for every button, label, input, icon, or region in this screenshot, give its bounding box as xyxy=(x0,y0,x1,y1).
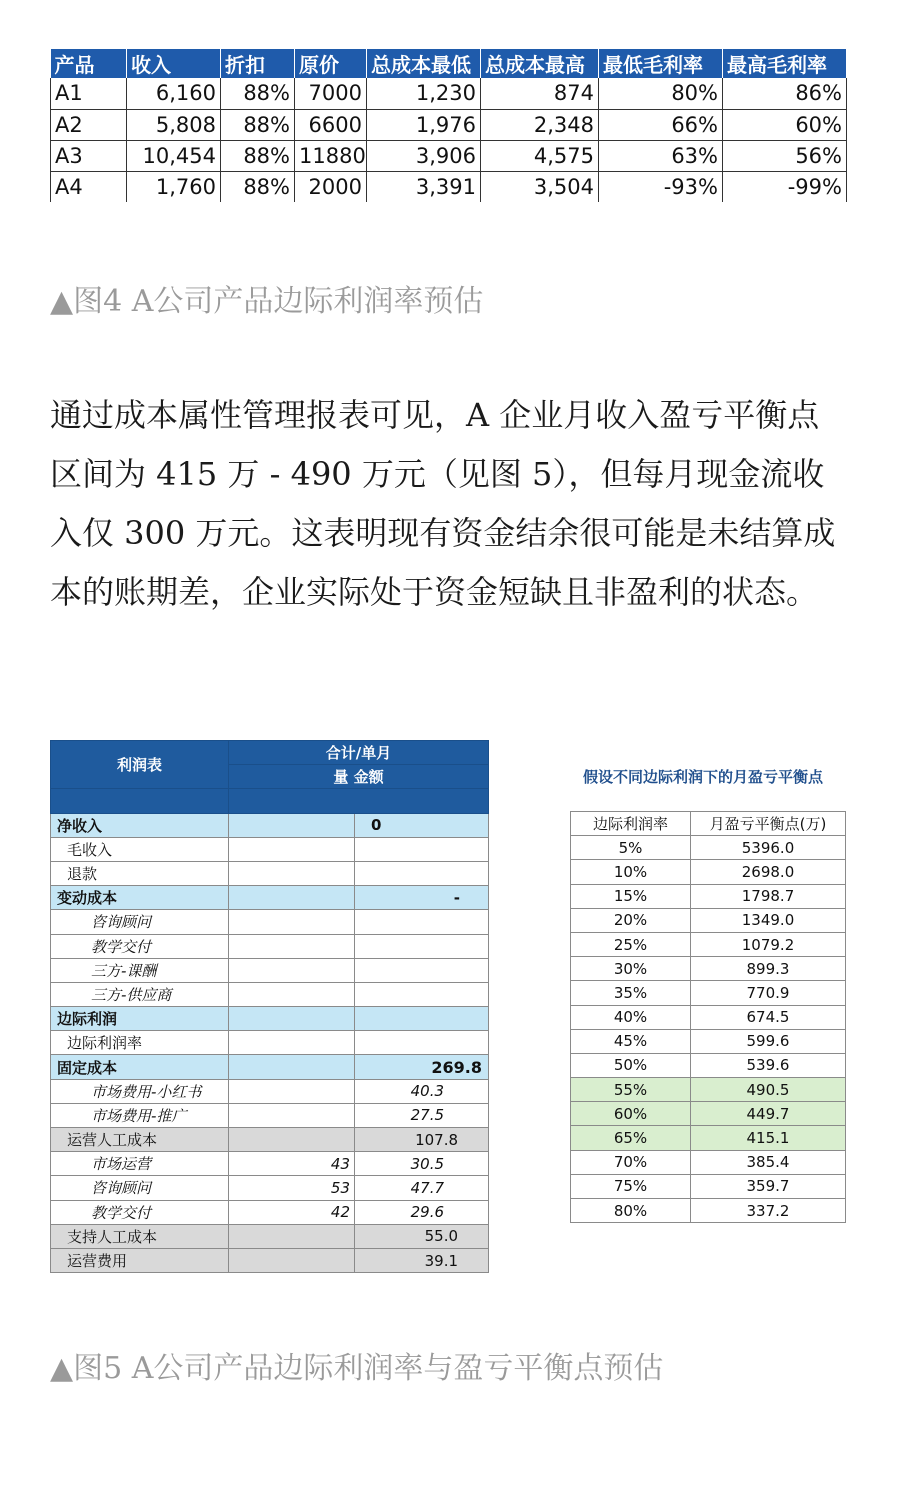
row-label: 退款 xyxy=(51,861,229,885)
table-row xyxy=(571,860,846,884)
amount-cell: 55.0 xyxy=(355,1224,489,1248)
table-cell: 50% xyxy=(571,1053,691,1077)
table-cell: 674.5 xyxy=(691,1005,846,1029)
figure4-margin-table xyxy=(50,49,847,202)
table-cell: 7000 xyxy=(295,78,367,109)
table-cell: 4,575 xyxy=(481,140,599,171)
table-row xyxy=(571,981,846,1005)
table-row xyxy=(51,1248,489,1272)
row-label: 市场费用-推广 xyxy=(51,1103,229,1127)
table-cell: -93% xyxy=(599,171,723,202)
column-header: 原价 xyxy=(295,49,367,78)
qty-cell xyxy=(229,1224,355,1248)
table-row xyxy=(51,958,489,982)
header-blank-cell xyxy=(229,789,489,813)
amount-cell xyxy=(355,861,489,885)
table-row xyxy=(571,1174,846,1198)
table-row xyxy=(51,1224,489,1248)
table-cell: 88% xyxy=(221,140,295,171)
table-cell: 25% xyxy=(571,932,691,956)
amount-cell xyxy=(355,982,489,1006)
row-label: 市场运营 xyxy=(51,1152,229,1176)
table-row xyxy=(571,836,846,860)
table-cell: 65% xyxy=(571,1126,691,1150)
table-header-row xyxy=(571,812,846,836)
table-cell: 66% xyxy=(599,109,723,140)
table-cell: 1079.2 xyxy=(691,932,846,956)
table-row xyxy=(51,813,489,837)
table-cell: 56% xyxy=(723,140,847,171)
table-row xyxy=(51,109,847,140)
table-row xyxy=(51,171,847,202)
column-header: 月盈亏平衡点(万) xyxy=(691,812,846,836)
table-cell: 415.1 xyxy=(691,1126,846,1150)
table-cell: 86% xyxy=(723,78,847,109)
table-cell: 55% xyxy=(571,1078,691,1102)
table-cell: 35% xyxy=(571,981,691,1005)
table-row-highlighted xyxy=(571,1102,846,1126)
column-header: 收入 xyxy=(127,49,221,78)
table-cell: A4 xyxy=(51,171,127,202)
table-cell: 60% xyxy=(571,1102,691,1126)
qty-cell: 43 xyxy=(229,1152,355,1176)
table-cell: 70% xyxy=(571,1150,691,1174)
table-row xyxy=(51,1176,489,1200)
table-row xyxy=(571,1053,846,1077)
table-row xyxy=(571,1005,846,1029)
amount-cell: 0 xyxy=(355,813,489,837)
table-cell: A3 xyxy=(51,140,127,171)
table-row xyxy=(51,1055,489,1079)
table-row xyxy=(51,982,489,1006)
table-cell: 385.4 xyxy=(691,1150,846,1174)
body-paragraph: 通过成本属性管理报表可见，A 企业月收入盈亏平衡点区间为 415 万 - 490 万元（见图 5），但每月现金流收入仅 300 万元。这表明现有资金结余很可能是未结算成本的账期差，企业实际处于资金短缺且非盈利的状态。 xyxy=(50,396,836,611)
table-row xyxy=(571,908,846,932)
table-cell: 63% xyxy=(599,140,723,171)
row-label: 变动成本 xyxy=(51,886,229,910)
amount-cell: 107.8 xyxy=(355,1128,489,1152)
table-cell: 1,976 xyxy=(367,109,481,140)
table-row xyxy=(51,1200,489,1224)
row-label: 咨询顾问 xyxy=(51,910,229,934)
table-cell: 874 xyxy=(481,78,599,109)
amount-cell xyxy=(355,910,489,934)
column-header: 最高毛利率 xyxy=(723,49,847,78)
amount-cell: 39.1 xyxy=(355,1248,489,1272)
table-cell: -99% xyxy=(723,171,847,202)
table-cell: A2 xyxy=(51,109,127,140)
row-label: 毛收入 xyxy=(51,837,229,861)
table-cell: 5,808 xyxy=(127,109,221,140)
table-row xyxy=(51,1128,489,1152)
table-row-highlighted xyxy=(571,1126,846,1150)
table-cell: 1349.0 xyxy=(691,908,846,932)
row-label: 三方-课酬 xyxy=(51,958,229,982)
table-row xyxy=(571,932,846,956)
column-header: 量 金额 xyxy=(229,765,489,789)
row-label: 三方-供应商 xyxy=(51,982,229,1006)
column-header: 产品 xyxy=(51,49,127,78)
row-label: 教学交付 xyxy=(51,1200,229,1224)
qty-cell xyxy=(229,837,355,861)
profit-table-title: 利润表 xyxy=(51,741,229,789)
table-cell: 449.7 xyxy=(691,1102,846,1126)
qty-cell xyxy=(229,861,355,885)
profit-statement-table xyxy=(50,740,489,1273)
table-cell: 2698.0 xyxy=(691,860,846,884)
table-cell: 770.9 xyxy=(691,981,846,1005)
qty-cell xyxy=(229,934,355,958)
table-row xyxy=(51,837,489,861)
qty-cell xyxy=(229,958,355,982)
row-label: 运营费用 xyxy=(51,1248,229,1272)
table-row xyxy=(51,1152,489,1176)
amount-cell xyxy=(355,934,489,958)
qty-cell xyxy=(229,813,355,837)
table-cell: 11880 xyxy=(295,140,367,171)
column-header: 最低毛利率 xyxy=(599,49,723,78)
amount-cell xyxy=(355,1031,489,1055)
table-cell: 337.2 xyxy=(691,1199,846,1223)
amount-cell xyxy=(355,1007,489,1031)
table-cell: A1 xyxy=(51,78,127,109)
table-cell: 88% xyxy=(221,171,295,202)
qty-cell: 42 xyxy=(229,1200,355,1224)
row-label: 咨询顾问 xyxy=(51,1176,229,1200)
figure4-caption: ▲图4 A公司产品边际利润率预估 xyxy=(50,284,484,319)
amount-cell: 269.8 xyxy=(355,1055,489,1079)
breakeven-title: 假设不同边际利润下的月盈亏平衡点 xyxy=(582,768,823,786)
table-row-highlighted xyxy=(571,1078,846,1102)
qty-cell xyxy=(229,1031,355,1055)
table-cell: 6600 xyxy=(295,109,367,140)
table-cell: 1,760 xyxy=(127,171,221,202)
table-row xyxy=(51,886,489,910)
amount-cell: 47.7 xyxy=(355,1176,489,1200)
qty-cell xyxy=(229,1007,355,1031)
table-cell: 88% xyxy=(221,109,295,140)
table-cell: 80% xyxy=(599,78,723,109)
row-label: 边际利润率 xyxy=(51,1031,229,1055)
table-cell: 45% xyxy=(571,1029,691,1053)
table-cell: 10% xyxy=(571,860,691,884)
row-label: 教学交付 xyxy=(51,934,229,958)
amount-cell xyxy=(355,837,489,861)
table-row xyxy=(51,934,489,958)
row-label: 固定成本 xyxy=(51,1055,229,1079)
amount-cell: - xyxy=(355,886,489,910)
table-cell: 2,348 xyxy=(481,109,599,140)
table-cell: 3,504 xyxy=(481,171,599,202)
column-header: 边际利润率 xyxy=(571,812,691,836)
qty-cell xyxy=(229,886,355,910)
row-label: 净收入 xyxy=(51,813,229,837)
qty-cell xyxy=(229,982,355,1006)
table-header-row xyxy=(51,741,489,765)
table-cell: 6,160 xyxy=(127,78,221,109)
table-cell: 3,391 xyxy=(367,171,481,202)
table-cell: 15% xyxy=(571,884,691,908)
column-header: 折扣 xyxy=(221,49,295,78)
amount-cell xyxy=(355,958,489,982)
table-row xyxy=(51,861,489,885)
qty-cell xyxy=(229,910,355,934)
qty-cell xyxy=(229,1079,355,1103)
table-row xyxy=(51,1103,489,1127)
row-label: 运营人工成本 xyxy=(51,1128,229,1152)
table-row xyxy=(51,78,847,109)
table-row xyxy=(51,140,847,171)
table-cell: 539.6 xyxy=(691,1053,846,1077)
table-cell: 359.7 xyxy=(691,1174,846,1198)
table-cell: 1,230 xyxy=(367,78,481,109)
table-cell: 490.5 xyxy=(691,1078,846,1102)
amount-cell: 29.6 xyxy=(355,1200,489,1224)
table-row xyxy=(571,884,846,908)
table-row xyxy=(571,1150,846,1174)
column-header: 总成本最高 xyxy=(481,49,599,78)
column-header: 合计/单月 xyxy=(229,741,489,765)
table-cell: 1798.7 xyxy=(691,884,846,908)
table-row xyxy=(51,1031,489,1055)
row-label: 支持人工成本 xyxy=(51,1224,229,1248)
amount-cell: 30.5 xyxy=(355,1152,489,1176)
table-cell: 10,454 xyxy=(127,140,221,171)
table-cell: 599.6 xyxy=(691,1029,846,1053)
table-cell: 88% xyxy=(221,78,295,109)
table-cell: 75% xyxy=(571,1174,691,1198)
column-header: 总成本最低 xyxy=(367,49,481,78)
table-cell: 899.3 xyxy=(691,957,846,981)
table-cell: 5% xyxy=(571,836,691,860)
qty-cell xyxy=(229,1103,355,1127)
table-header-row xyxy=(51,789,489,813)
amount-cell: 40.3 xyxy=(355,1079,489,1103)
table-cell: 80% xyxy=(571,1199,691,1223)
table-cell: 2000 xyxy=(295,171,367,202)
qty-cell xyxy=(229,1248,355,1272)
table-cell: 30% xyxy=(571,957,691,981)
header-blank-cell xyxy=(51,789,229,813)
table-cell: 60% xyxy=(723,109,847,140)
table-row xyxy=(51,1079,489,1103)
table-header-row xyxy=(51,49,847,78)
row-label: 边际利润 xyxy=(51,1007,229,1031)
table-cell: 40% xyxy=(571,1005,691,1029)
qty-cell: 53 xyxy=(229,1176,355,1200)
table-cell: 5396.0 xyxy=(691,836,846,860)
table-row xyxy=(51,1007,489,1031)
table-row xyxy=(571,1029,846,1053)
table-row xyxy=(51,910,489,934)
qty-cell xyxy=(229,1128,355,1152)
table-cell: 20% xyxy=(571,908,691,932)
row-label: 市场费用-小红书 xyxy=(51,1079,229,1103)
qty-cell xyxy=(229,1055,355,1079)
figure5-caption: ▲图5 A公司产品边际利润率与盈亏平衡点预估 xyxy=(50,1351,664,1386)
amount-cell: 27.5 xyxy=(355,1103,489,1127)
table-row xyxy=(571,957,846,981)
breakeven-table xyxy=(570,811,846,1223)
table-cell: 3,906 xyxy=(367,140,481,171)
table-row xyxy=(571,1199,846,1223)
